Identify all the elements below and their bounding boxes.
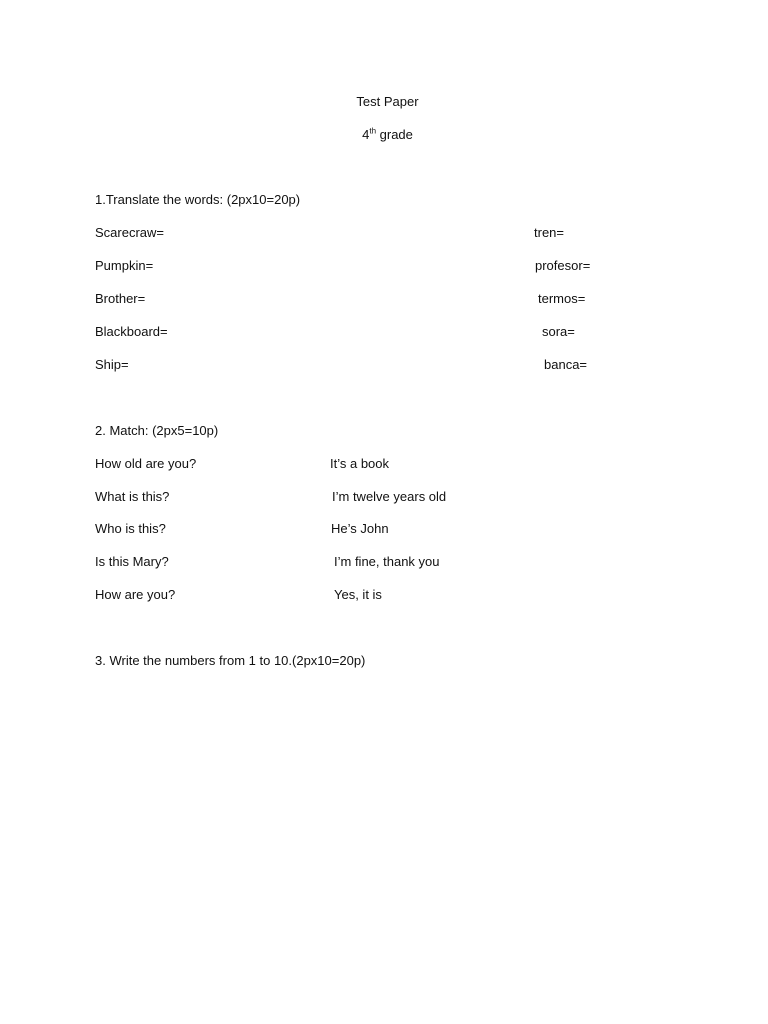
match-question: Is this Mary?	[95, 554, 169, 569]
translate-word-right: banca=	[544, 357, 588, 372]
match-answer: I’m twelve years old	[332, 489, 447, 504]
match-answer: Yes, it is	[334, 587, 382, 602]
grade-line	[0, 127, 768, 143]
translate-word-right: sora=	[542, 324, 575, 339]
translate-word-left: Pumpkin=	[95, 258, 154, 273]
grade-suffix: th	[369, 126, 377, 136]
match-question: Who is this?	[95, 521, 166, 536]
translate-word-left: Blackboard=	[95, 324, 168, 339]
translate-word-left: Brother=	[95, 291, 146, 306]
match-answer: I’m fine, thank you	[334, 554, 440, 569]
grade-number: 4	[362, 127, 370, 142]
translate-word-right: profesor=	[535, 258, 591, 273]
document-title: Test Paper	[356, 94, 419, 109]
translate-word-right: tren=	[534, 225, 564, 240]
match-answer: It’s a book	[330, 456, 390, 471]
section3-heading: 3. Write the numbers from 1 to 10.(2px10=20p)	[95, 653, 366, 668]
translate-word-right: termos=	[538, 291, 586, 306]
translate-word-left: Ship=	[95, 357, 129, 372]
grade-word: grade	[379, 127, 413, 142]
match-answer: He’s John	[331, 521, 389, 536]
match-question: How are you?	[95, 587, 176, 602]
translate-word-left: Scarecraw=	[95, 225, 164, 240]
match-question: What is this?	[95, 489, 170, 504]
match-question: How old are you?	[95, 456, 197, 471]
section2-heading: 2. Match: (2px5=10p)	[95, 423, 219, 438]
section1-heading: 1.Translate the words: (2px10=20p)	[95, 192, 301, 207]
